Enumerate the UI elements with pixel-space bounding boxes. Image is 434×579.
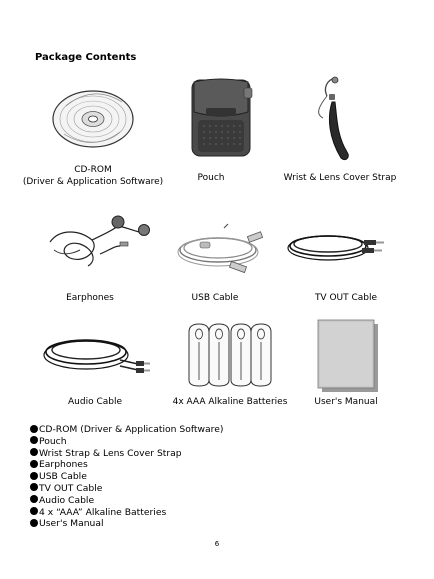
caption-line: User's Manual <box>314 397 378 407</box>
item-caption-earphones <box>40 292 140 304</box>
list-item <box>30 471 223 483</box>
list-item <box>30 436 223 448</box>
item-caption-wrist-strap <box>270 172 410 184</box>
item-caption-pouch <box>180 172 242 184</box>
list-item <box>30 459 223 471</box>
list-item-label: CD-ROM (Driver & Application Software) <box>39 424 224 435</box>
package-contents-heading: Package Contents <box>35 52 137 63</box>
list-item-label: Earphones <box>39 459 88 471</box>
bullet-icon <box>30 460 38 468</box>
bullet-icon <box>30 507 38 515</box>
list-item <box>30 424 223 436</box>
item-caption-usb-cable <box>175 292 255 304</box>
list-item <box>30 495 223 507</box>
list-item-label: Wrist Strap & Lens Cover Strap <box>39 447 182 459</box>
bullet-icon <box>30 448 38 456</box>
caption-line: Audio Cable <box>68 397 122 407</box>
list-item-label: Pouch <box>39 435 67 447</box>
bullet-icon <box>30 495 38 503</box>
caption-line: Wrist & Lens Cover Strap <box>283 173 397 183</box>
list-item-label: USB Cable <box>39 471 87 483</box>
caption-line: CD-ROM <box>74 165 112 175</box>
list-item-label: User's Manual <box>39 518 104 530</box>
item-caption-audio-cable <box>45 396 145 408</box>
list-item-label: 4 x “AAA” Alkaline Batteries <box>39 506 167 518</box>
wrist-strap-icon <box>305 74 355 164</box>
item-caption-tv-out-cable <box>300 292 392 304</box>
caption-line: TV OUT Cable <box>314 293 378 303</box>
item-caption-users-manual <box>300 396 392 408</box>
list-item-label: Audio Cable <box>39 494 95 506</box>
aaa-batteries-icon <box>185 320 277 390</box>
bullet-icon <box>30 483 38 491</box>
bullet-icon <box>30 519 38 527</box>
page-number: 6 <box>214 540 220 548</box>
caption-line: (Driver & Application Software) <box>22 177 164 187</box>
package-contents-list <box>30 424 223 530</box>
caption-line: USB Cable <box>191 293 239 303</box>
list-item <box>30 518 223 530</box>
caption-line: Earphones <box>66 293 114 303</box>
bullet-icon <box>30 425 38 433</box>
pouch-icon <box>188 74 256 160</box>
tv-out-cable-icon <box>284 222 388 272</box>
usb-cable-icon <box>172 220 268 280</box>
item-caption-cd-rom <box>0 164 186 188</box>
caption-line: Pouch <box>197 173 225 183</box>
item-caption-aaa-batteries <box>165 396 295 408</box>
list-item <box>30 448 223 460</box>
users-manual-icon <box>316 318 382 394</box>
audio-cable-icon <box>40 326 152 384</box>
cd-rom-icon <box>50 86 136 150</box>
list-item-label: TV OUT Cable <box>39 482 103 494</box>
earphones-icon <box>40 210 150 272</box>
bullet-icon <box>30 436 38 444</box>
caption-line: 4x AAA Alkaline Batteries <box>172 397 288 407</box>
list-item <box>30 507 223 519</box>
list-item <box>30 483 223 495</box>
bullet-icon <box>30 472 38 480</box>
